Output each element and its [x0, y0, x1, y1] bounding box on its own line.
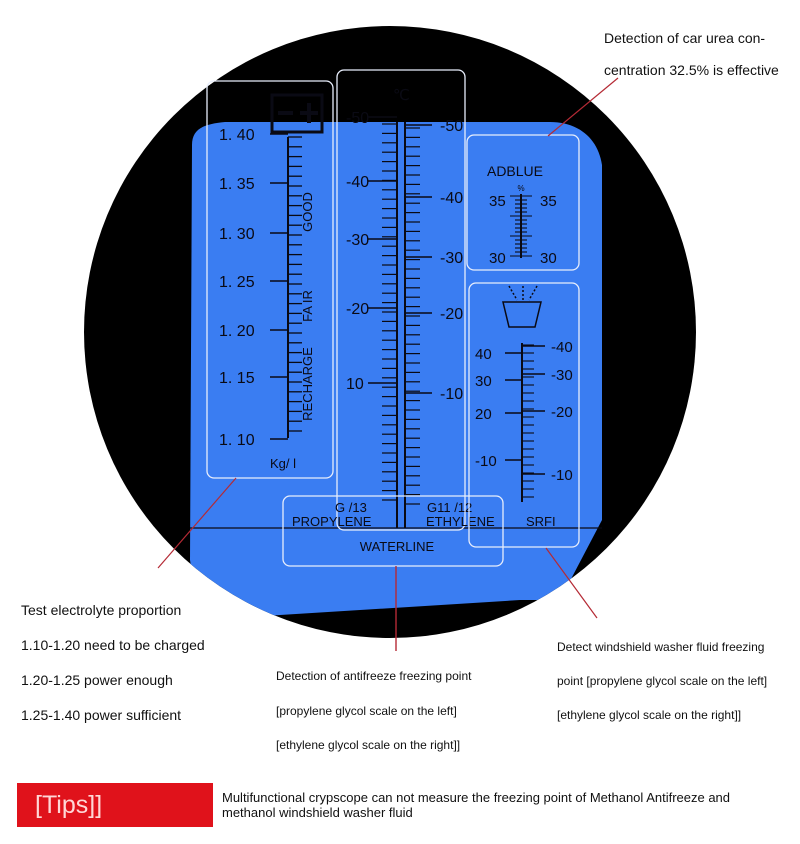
antifreeze-unit-label: ℃	[393, 87, 410, 104]
propylene-label: PROPYLENE	[292, 514, 372, 529]
washer-note-line-2: point [propylene glycol scale on the left]	[557, 674, 768, 688]
battery-note-line-4: 1.25-1.40 power sufficient	[21, 707, 182, 723]
battery-tick-label: 1. 35	[219, 176, 255, 193]
tips-badge: [Tips]]	[17, 783, 213, 827]
washer-left-tick-label: 30	[475, 373, 492, 390]
battery-tick-label: 1. 25	[219, 274, 255, 291]
propylene-grade-label: G /13	[335, 500, 367, 515]
washer-right-tick-label: -10	[551, 467, 573, 484]
ethylene-label: ETHYLENE	[426, 514, 495, 529]
battery-zone-recharge: RECHARGE	[300, 347, 315, 421]
washer-left-tick-label: 20	[475, 406, 492, 423]
washer-right-tick-label: -30	[551, 367, 573, 384]
antifreeze-left-tick-label: -50	[346, 110, 370, 127]
washer-left-tick-label: 40	[475, 346, 492, 363]
urea-note-line-2: centration 32.5% is effective	[604, 62, 779, 78]
antifreeze-right-tick-label: -20	[440, 306, 464, 323]
antifreeze-right-tick-label: -10	[440, 386, 464, 403]
antifreeze-right-tick-label: -50	[440, 118, 464, 135]
waterline-label: WATERLINE	[359, 539, 435, 554]
antifreeze-left-tick-label: -20	[346, 301, 370, 318]
antifreeze-left-tick-label: -40	[346, 174, 370, 191]
antifreeze-note-line-1: Detection of antifreeze freezing point	[276, 669, 472, 683]
antifreeze-left-tick-label: 10	[346, 376, 364, 393]
antifreeze-left-tick-label: -30	[346, 232, 370, 249]
battery-tick-label: 1. 20	[219, 323, 255, 340]
antifreeze-note-line-3: [ethylene glycol scale on the right]]	[276, 738, 461, 752]
tips-text: Multifunctional crypscope can not measure the freezing point of Methanol Antifreeze and methanol windshield washer fluid	[222, 790, 731, 820]
washer-scale-label: SRFI	[526, 514, 556, 529]
antifreeze-right-tick-label: -40	[440, 190, 464, 207]
washer-right-tick-label: -20	[551, 404, 573, 421]
adblue-right-tick-label: 35	[540, 193, 557, 210]
battery-tick-label: 1. 40	[219, 127, 255, 144]
adblue-right-tick-label: 30	[540, 250, 557, 267]
ethylene-grade-label: G11 /12	[427, 500, 473, 515]
adblue-title: ADBLUE	[486, 163, 544, 179]
battery-unit-label: Kg/ l	[270, 456, 297, 471]
urea-note-line-1: Detection of car urea con-	[604, 30, 766, 46]
washer-note-line-1: Detect windshield washer fluid freezing	[557, 640, 765, 654]
battery-tick-label: 1. 30	[219, 226, 255, 243]
battery-tick-label: 1. 10	[219, 432, 255, 449]
washer-note-line-3: [ethylene glycol scale on the right]]	[557, 708, 742, 722]
battery-note-line-2: 1.10-1.20 need to be charged	[21, 637, 205, 653]
washer-right-tick-label: -40	[551, 339, 573, 356]
battery-note-line-1: Test electrolyte proportion	[21, 602, 182, 618]
battery-zone-good: GOOD	[300, 192, 315, 232]
antifreeze-note-line-2: [propylene glycol scale on the left]	[276, 704, 457, 718]
battery-note-line-3: 1.20-1.25 power enough	[21, 672, 173, 688]
antifreeze-right-tick-label: -30	[440, 250, 464, 267]
battery-tick-label: 1. 15	[219, 370, 255, 387]
washer-left-tick-label: -10	[475, 453, 497, 470]
adblue-left-tick-label: 30	[489, 250, 506, 267]
adblue-left-tick-label: 35	[489, 193, 506, 210]
adblue-unit-label: %	[517, 184, 525, 193]
battery-zone-fair: FA IR	[300, 290, 315, 322]
